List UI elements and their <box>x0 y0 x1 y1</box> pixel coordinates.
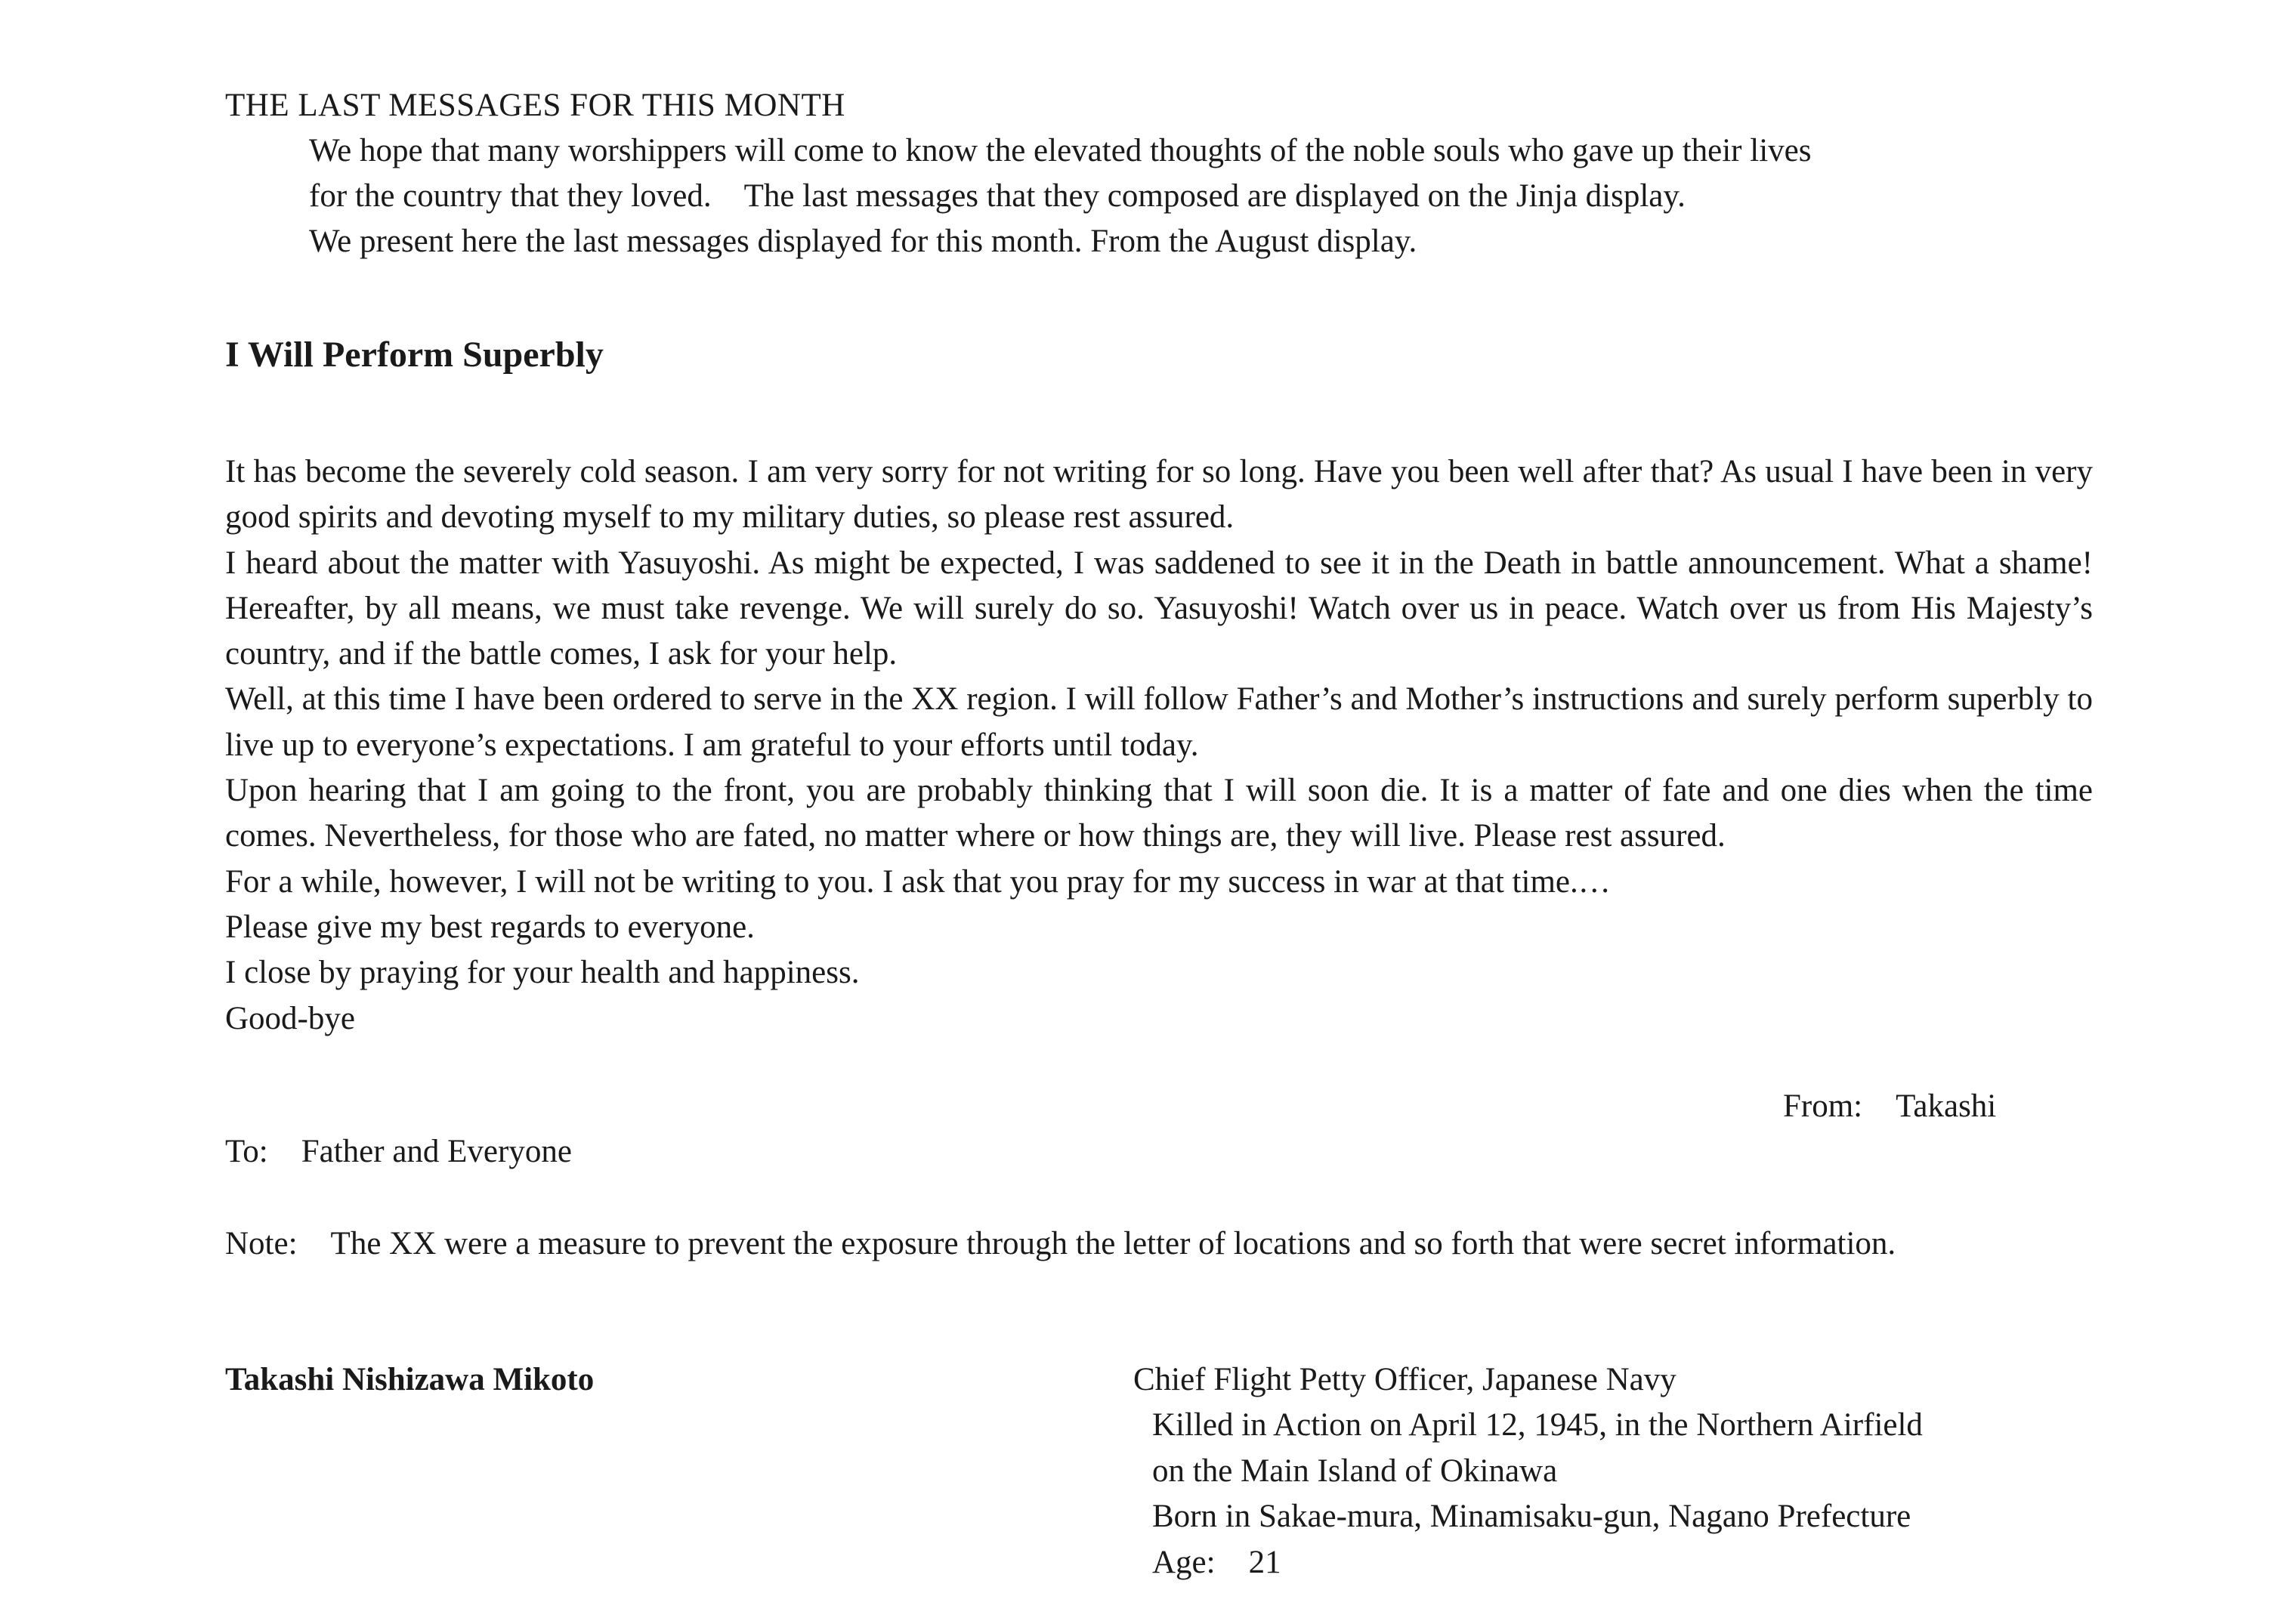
to-name: Father and Everyone <box>301 1134 572 1169</box>
letter-closing: Good-bye <box>225 1000 355 1036</box>
author-rank: Chief Flight Petty Officer, Japanese Navy <box>1133 1362 1676 1397</box>
from-name: Takashi <box>1896 1088 1997 1124</box>
intro-paragraph <box>309 128 2122 264</box>
author-detail-line: Born in Sakae-mura, Minamisaku-gun, Nagano Prefecture <box>1152 1499 1911 1534</box>
letter-paragraph: Upon hearing that I am going to the front, you are probably thinking that I will soon die. It is a matter of fate and one dies when the time comes. Nevertheless, for those who are fated, no matter where or how things are, they will live. Please rest assured. <box>225 773 2093 854</box>
section-heading: THE LAST MESSAGES FOR THIS MONTH <box>225 88 845 123</box>
letter-paragraph: I close by praying for your health and happiness. <box>225 955 860 991</box>
letter-sender <box>1783 1084 1996 1129</box>
to-label: To: <box>225 1134 268 1169</box>
letter-paragraph: Well, at this time I have been ordered to serve in the XX region. I will follow Father’s and Mother’s instructions and surely perform superbly to live up to everyone’s expectations. I am grateful to your efforts until today. <box>225 681 2093 763</box>
age-value: 21 <box>1248 1544 1281 1580</box>
letter-body <box>225 449 2093 1042</box>
letter-paragraph: It has become the severely cold season. I am very sorry for not writing for so long. Have you been well after that? As usual I have been in very good spirits and devoting myself to my military duties, so please rest assured. <box>225 454 2093 536</box>
age-label: Age: <box>1152 1544 1216 1580</box>
letter-recipient <box>225 1129 572 1175</box>
letter-note <box>225 1221 2093 1267</box>
author-age <box>1152 1540 1923 1586</box>
note-label: Note: <box>225 1226 298 1261</box>
letter-paragraph: I heard about the matter with Yasuyoshi. As might be expected, I was saddened to see it in the Death in battle announcement. What a shame! Hereafter, by all means, we must take revenge. We will surely do so. Yasuyoshi! Watch over us in peace. Watch over us from His Majesty’s country, and if the battle comes, I ask for your help. <box>225 545 2093 672</box>
intro-line: We present here the last messages displayed for this month. From the August display. <box>309 224 1417 259</box>
author-name: Takashi Nishizawa Mikoto <box>225 1362 595 1397</box>
from-label: From: <box>1783 1088 1863 1124</box>
intro-line: for the country that they loved. The last messages that they composed are displayed on the Jinja display. <box>309 178 1686 214</box>
letter-paragraph: Please give my best regards to everyone. <box>225 909 755 945</box>
intro-line: We hope that many worshippers will come to know the elevated thoughts of the noble souls who gave up their lives <box>309 133 1812 168</box>
author-detail-line: Killed in Action on April 12, 1945, in the Northern Airfield <box>1152 1407 1923 1443</box>
letter-title: I Will Perform Superbly <box>225 335 604 375</box>
letter-paragraph: For a while, however, I will not be writing to you. I ask that you pray for my success in war at that time.… <box>225 863 1611 900</box>
author-details <box>1152 1403 1923 1585</box>
note-text: The XX were a measure to prevent the exposure through the letter of locations and so forth that were secret information. <box>330 1226 1896 1261</box>
author-detail-line: on the Main Island of Okinawa <box>1152 1453 1558 1489</box>
